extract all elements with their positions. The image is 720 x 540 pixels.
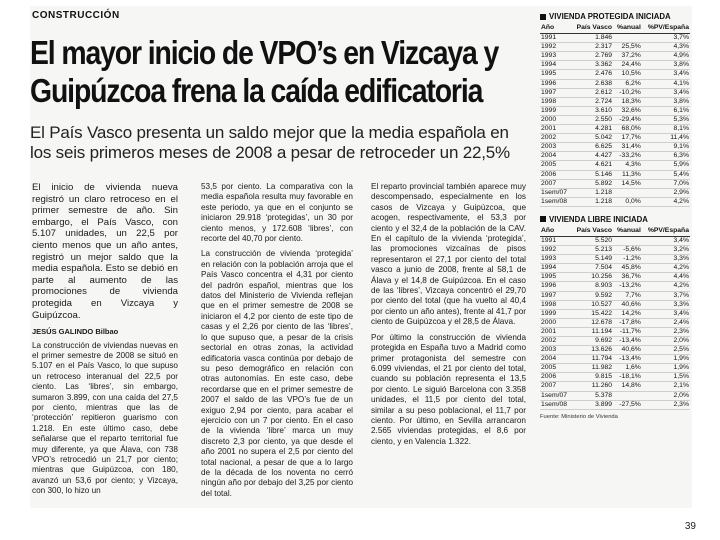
table-cell: 2006 — [540, 170, 571, 179]
table-cell: 1995 — [540, 273, 571, 282]
table-cell: 1,9% — [642, 364, 690, 373]
table-cell: 36,7% — [613, 273, 642, 282]
table-cell: 2.769 — [571, 52, 613, 61]
table-cell: 1.218 — [571, 197, 613, 206]
body-paragraph: Por último la construcción de vivienda protegida en España tuvo a Madrid como primer protagonista del semestre con 6.099 viviendas, el 21 por ciento del total, cuando su población representa el 13,5 por ciento. Le siguió Barcelona con 3.358 unidades, el 11,5 por ciento del total, similar a su peso poblacional, el 11,7 por ciento. Por último, en Sevilla arrancaron 2.565 viviendas protegidas, el 8,6 por ciento, y en Valencia 1.322. — [371, 332, 526, 446]
table-cell: 2.550 — [571, 115, 613, 124]
column-header: %anual — [613, 23, 642, 34]
lead-paragraph: El inicio de vivienda nueva registró un claro retroceso en el primer semestre de año. Sin embargo, el País Vasco, con 5.107 unidades, un 22,5 por ciento menos que un año antes, registró un mejor saldo que la media española. Esto se debió en parte al aumento de las promociones de vivienda protegida en Vizcaya y Guipúzcoa. — [32, 182, 178, 321]
table-row — [540, 179, 690, 188]
table-title — [540, 12, 690, 21]
table-cell — [613, 188, 642, 197]
table-cell: 2,3% — [642, 327, 690, 336]
table-row — [540, 79, 690, 88]
table-cell: 5,3% — [642, 115, 690, 124]
table-cell: 5.146 — [571, 170, 613, 179]
table-cell: 1,9% — [642, 355, 690, 364]
section-label: CONSTRUCCIÓN — [32, 10, 120, 21]
table-cell: 1999 — [540, 309, 571, 318]
table-cell: 3,4% — [642, 88, 690, 97]
table-cell: 3,4% — [642, 309, 690, 318]
table-cell: 2003 — [540, 143, 571, 152]
table-cell — [613, 34, 642, 43]
table-cell: 2.317 — [571, 43, 613, 52]
table-row — [540, 309, 690, 318]
table-row — [540, 318, 690, 327]
table-cell: 2,1% — [642, 382, 690, 391]
table-cell: 4,3% — [642, 43, 690, 52]
page-number: 39 — [684, 521, 696, 532]
table-cell: 2005 — [540, 161, 571, 170]
table-cell: 68,0% — [613, 125, 642, 134]
table-row — [540, 115, 690, 124]
table-row — [540, 197, 690, 206]
table-cell: 8.903 — [571, 282, 613, 291]
table-cell: 3,4% — [642, 236, 690, 245]
table-cell: 3.610 — [571, 106, 613, 115]
table-cell: 3,8% — [642, 97, 690, 106]
table-cell: 2.476 — [571, 70, 613, 79]
table-row — [540, 70, 690, 79]
table-cell: 2,9% — [642, 188, 690, 197]
table-cell: 1994 — [540, 61, 571, 70]
table-cell: 2006 — [540, 373, 571, 382]
article-column-1 — [32, 182, 178, 506]
table-cell: 14,8% — [613, 382, 642, 391]
table-cell: 4.281 — [571, 125, 613, 134]
table-cell: 1995 — [540, 70, 571, 79]
table-cell: -18,1% — [613, 373, 642, 382]
table-title-text: VIVIENDA PROTEGIDA INICIADA — [549, 12, 671, 21]
table-cell: 3,8% — [642, 61, 690, 70]
newspaper-clipping — [30, 6, 692, 508]
table-row — [540, 282, 690, 291]
body-paragraph: La construcción de viviendas nuevas en el primer semestre de 2008 se situó en 5.107 en el País Vasco, lo que supuso un retroceso interanual del 22,5 por ciento. Las ‘libres’, sin embargo, sumaron 3.899, con una caída del 27,5 por ciento, mientras que las de ‘protección’ repitieron guarismo con 1.218. En este último caso, debe señalarse que el reparto territorial fue muy diferente, ya que Álava, con 738 VPO’s retrocedió un 21,7 por ciento; mientras que Guipúzcoa, con 180, avanzó un 53,6 por ciento; y Vizcaya, con 300, lo hizo un — [32, 340, 178, 496]
table-cell: 11.260 — [571, 382, 613, 391]
table-cell: 1sem/07 — [540, 188, 571, 197]
table-cell: 2,4% — [642, 318, 690, 327]
table-cell: 17,7% — [613, 134, 642, 143]
column-header: Año — [540, 23, 571, 34]
table-cell: 3.899 — [571, 400, 613, 409]
table-cell: 4,2% — [642, 282, 690, 291]
table-row — [540, 373, 690, 382]
table-title — [540, 215, 690, 224]
table-row — [540, 346, 690, 355]
table-cell: 14,2% — [613, 309, 642, 318]
table-cell: 2007 — [540, 179, 571, 188]
headline-line-1: El mayor inicio de VPO’s en Vizcaya y — [30, 34, 499, 71]
table-cell: 1997 — [540, 88, 571, 97]
table-cell: 11,3% — [613, 170, 642, 179]
table-cell: 9.815 — [571, 373, 613, 382]
table-row — [540, 300, 690, 309]
table-cell: 1996 — [540, 282, 571, 291]
table-row — [540, 273, 690, 282]
column-header: %PV/España — [642, 23, 690, 34]
table-cell: 1991 — [540, 34, 571, 43]
table-cell: 11,4% — [642, 134, 690, 143]
table-row — [540, 134, 690, 143]
table-cell: 1997 — [540, 291, 571, 300]
table-cell: 4,9% — [642, 52, 690, 61]
table-cell: -13,4% — [613, 337, 642, 346]
table-row — [540, 88, 690, 97]
table-row — [540, 152, 690, 161]
table-row — [540, 143, 690, 152]
table-cell: 0,0% — [613, 197, 642, 206]
table-cell: 1996 — [540, 79, 571, 88]
table-cell: 5.892 — [571, 179, 613, 188]
table-cell: 6.625 — [571, 143, 613, 152]
table-row — [540, 43, 690, 52]
table-row — [540, 161, 690, 170]
table-cell: 2004 — [540, 152, 571, 161]
table-cell: 4,1% — [642, 79, 690, 88]
table-cell: 1998 — [540, 300, 571, 309]
table-cell: -13,4% — [613, 355, 642, 364]
table-cell: 11.194 — [571, 327, 613, 336]
table-cell: -1,2% — [613, 255, 642, 264]
table-cell: 5.378 — [571, 391, 613, 400]
table-cell: 40,6% — [613, 346, 642, 355]
table-row — [540, 355, 690, 364]
table-cell: 2005 — [540, 364, 571, 373]
table-row — [540, 61, 690, 70]
table-cell: -27,5% — [613, 400, 642, 409]
table-cell: 10.256 — [571, 273, 613, 282]
column-header: %PV/España — [642, 226, 690, 237]
table-cell: 2000 — [540, 115, 571, 124]
table-cell: 2003 — [540, 346, 571, 355]
table-cell: 11.982 — [571, 364, 613, 373]
table-cell: 13.626 — [571, 346, 613, 355]
table-cell: 8,1% — [642, 125, 690, 134]
column-header: País Vasco — [571, 23, 613, 34]
table-cell: 2.724 — [571, 97, 613, 106]
table-cell: 1993 — [540, 255, 571, 264]
square-bullet-icon — [540, 216, 546, 222]
table-header-row — [540, 23, 690, 34]
table-cell: 3,7% — [642, 34, 690, 43]
table-cell: 1sem/07 — [540, 391, 571, 400]
table-cell: 2,0% — [642, 391, 690, 400]
table-cell: 2007 — [540, 382, 571, 391]
table-cell: 4.427 — [571, 152, 613, 161]
table-cell: 1sem/08 — [540, 197, 571, 206]
table-source: Fuente: Ministerio de Vivienda — [540, 413, 618, 420]
table-cell: 1993 — [540, 52, 571, 61]
headline — [30, 34, 499, 110]
table-cell: 6,1% — [642, 106, 690, 115]
table-cell: 45,8% — [613, 264, 642, 273]
table-cell: 2000 — [540, 318, 571, 327]
table-cell: 4.621 — [571, 161, 613, 170]
table-header-row — [540, 226, 690, 237]
table-cell: 3,2% — [642, 246, 690, 255]
table-cell: 4,3% — [613, 161, 642, 170]
article-column-2 — [201, 182, 353, 506]
protected-housing-table — [540, 23, 690, 207]
table-row — [540, 52, 690, 61]
table-cell: 2.638 — [571, 79, 613, 88]
table-row — [540, 34, 690, 43]
table-row — [540, 264, 690, 273]
table-cell: 3.362 — [571, 61, 613, 70]
table-cell: -29,4% — [613, 115, 642, 124]
table-cell: 1994 — [540, 264, 571, 273]
table-row — [540, 382, 690, 391]
table-cell: -5,6% — [613, 246, 642, 255]
table-cell: 7,0% — [642, 179, 690, 188]
table-row — [540, 364, 690, 373]
table-cell: 10.527 — [571, 300, 613, 309]
table-cell: 2001 — [540, 125, 571, 134]
table-cell: 4,2% — [642, 197, 690, 206]
table-cell: 11.794 — [571, 355, 613, 364]
table-cell: 7,7% — [613, 291, 642, 300]
table-cell: -11,7% — [613, 327, 642, 336]
table-cell: 9.592 — [571, 291, 613, 300]
table-body — [540, 34, 690, 207]
table-row — [540, 327, 690, 336]
table-body — [540, 236, 690, 409]
table-cell: 5.520 — [571, 236, 613, 245]
table-cell: 15.422 — [571, 309, 613, 318]
table-cell: 5.149 — [571, 255, 613, 264]
table-cell — [613, 236, 642, 245]
table-cell: 1sem/08 — [540, 400, 571, 409]
table-cell: 1992 — [540, 246, 571, 255]
table-cell: 10,5% — [613, 70, 642, 79]
table-cell: 6,2% — [613, 79, 642, 88]
table-row — [540, 236, 690, 245]
table-row — [540, 170, 690, 179]
table-cell: 1992 — [540, 43, 571, 52]
table-cell: 9,1% — [642, 143, 690, 152]
table-row — [540, 188, 690, 197]
subheadline: El País Vasco presenta un saldo mejor que la media española en los seis primeros meses de 2008 a pesar de retroceder un 22,5% — [30, 123, 510, 162]
table-cell: 1991 — [540, 236, 571, 245]
byline: JESÚS GALINDO Bilbao — [32, 327, 119, 337]
table-cell: 1.846 — [571, 34, 613, 43]
free-housing-table — [540, 226, 690, 410]
table-cell: -13,2% — [613, 282, 642, 291]
table-title-text: VIVIENDA LIBRE INICIADA — [549, 214, 648, 224]
table-row — [540, 97, 690, 106]
table-row — [540, 391, 690, 400]
body-paragraph: El reparto provincial también aparece muy descompensado, especialmente en los casos de Vizcaya y Guipúzcoa, que acogen, respectivamente, el 53,3 por ciento y el 32,4 de la población de la CAV. En el capítulo de la vivienda ‘protegida’, las promociones vizcaínas de pisos representaron el 27,1 por ciento del total vasco a junio de 2008, frente al 58,1 de Álava y el 14,8 de Guipúzcoa. En el caso de las ‘libres’, Vizcaya concentró el 29,70 por ciento del total (que ha vuelto al 40,4 por ciento un año antes), frente al 41,7 por ciento de Guipúzcoa y el 28,5 de Álava. — [371, 182, 526, 327]
table-cell: 2002 — [540, 134, 571, 143]
table-cell: 5,4% — [642, 170, 690, 179]
table-row — [540, 291, 690, 300]
table-cell: 3,3% — [642, 255, 690, 264]
table-cell: 4,4% — [642, 273, 690, 282]
table-cell: 32,6% — [613, 106, 642, 115]
table-row — [540, 337, 690, 346]
table-cell: 1,6% — [613, 364, 642, 373]
table-cell: 2.612 — [571, 88, 613, 97]
column-header: País Vasco — [571, 226, 613, 237]
table-cell: 40,6% — [613, 300, 642, 309]
table-cell: 2,5% — [642, 346, 690, 355]
table-cell: -33,2% — [613, 152, 642, 161]
table-cell: 1,5% — [642, 373, 690, 382]
headline-line-2: Guipúzcoa frena la caída edificatoria — [30, 72, 483, 109]
table-cell: 3,4% — [642, 70, 690, 79]
body-paragraph: La construcción de vivienda ‘protegida’ en relación con la población arroja que el País Vasco concentra el 4,31 por ciento del padrón español, mientras que los datos del Ministerio de Vivienda reflejan que en el primer semestre de 2008 se iniciaron el 4,2 por ciento de este tipo de casas y el 2,26 por ciento de las ‘libres’, lo que supuso que, a pesar de la crisis sectorial en otras zonas, la actividad edificatoria vasca continúa por debajo de su peso demográfico en relación con otras autonomías. En este caso, debe recordarse que en el primer semestre de 2007 el saldo de las VPO’s fue de un exiguo 2,94 por ciento, para acabar el ejercicio con un 7 por ciento. En el caso de la vivienda ‘libre’ marca un muy discreto 2,3 por ciento, ya que desde el año 2001 no supera el 2,5 por ciento del total nacional, a pesar de que a lo largo de la década de los noventa no cerró ningún año por debajo del 3,25 por ciento del total. — [201, 249, 353, 498]
table-cell: 2,3% — [642, 400, 690, 409]
table-cell: 4,2% — [642, 264, 690, 273]
data-sidebar — [540, 12, 690, 504]
table-row — [540, 106, 690, 115]
table-row — [540, 246, 690, 255]
square-bullet-icon — [540, 14, 546, 20]
table-cell: 1998 — [540, 97, 571, 106]
table-cell: 3,7% — [642, 291, 690, 300]
column-header: %anual — [613, 226, 642, 237]
table-cell: 7.504 — [571, 264, 613, 273]
table-cell: 25,5% — [613, 43, 642, 52]
table-cell: 37,2% — [613, 52, 642, 61]
body-paragraph: 53,5 por ciento. La comparativa con la media española resulta muy favorable en este periodo, ya que en el conjunto se iniciaron 29.918 ‘protegidas’, un 30 por ciento menos, y 172.608 ‘libres’, con recorte del 40,70 por ciento. — [201, 182, 353, 244]
table-cell: 12.678 — [571, 318, 613, 327]
table-cell: -10,2% — [613, 88, 642, 97]
table-cell: 2001 — [540, 327, 571, 336]
table-cell: -17,8% — [613, 318, 642, 327]
table-cell — [613, 391, 642, 400]
table-cell: 14,5% — [613, 179, 642, 188]
table-cell: 24,4% — [613, 61, 642, 70]
table-row — [540, 125, 690, 134]
table-cell: 2004 — [540, 355, 571, 364]
table-cell: 2002 — [540, 337, 571, 346]
table-cell: 18,3% — [613, 97, 642, 106]
table-cell: 5.213 — [571, 246, 613, 255]
table-cell: 1.218 — [571, 188, 613, 197]
table-row — [540, 255, 690, 264]
column-header: Año — [540, 226, 571, 237]
table-cell: 3,3% — [642, 300, 690, 309]
table-cell: 5.042 — [571, 134, 613, 143]
article-column-3 — [371, 182, 526, 506]
table-cell: 9.692 — [571, 337, 613, 346]
table-cell: 5,9% — [642, 161, 690, 170]
table-cell: 2,0% — [642, 337, 690, 346]
table-cell: 1999 — [540, 106, 571, 115]
table-row — [540, 400, 690, 409]
table-cell: 31,4% — [613, 143, 642, 152]
table-cell: 6,3% — [642, 152, 690, 161]
